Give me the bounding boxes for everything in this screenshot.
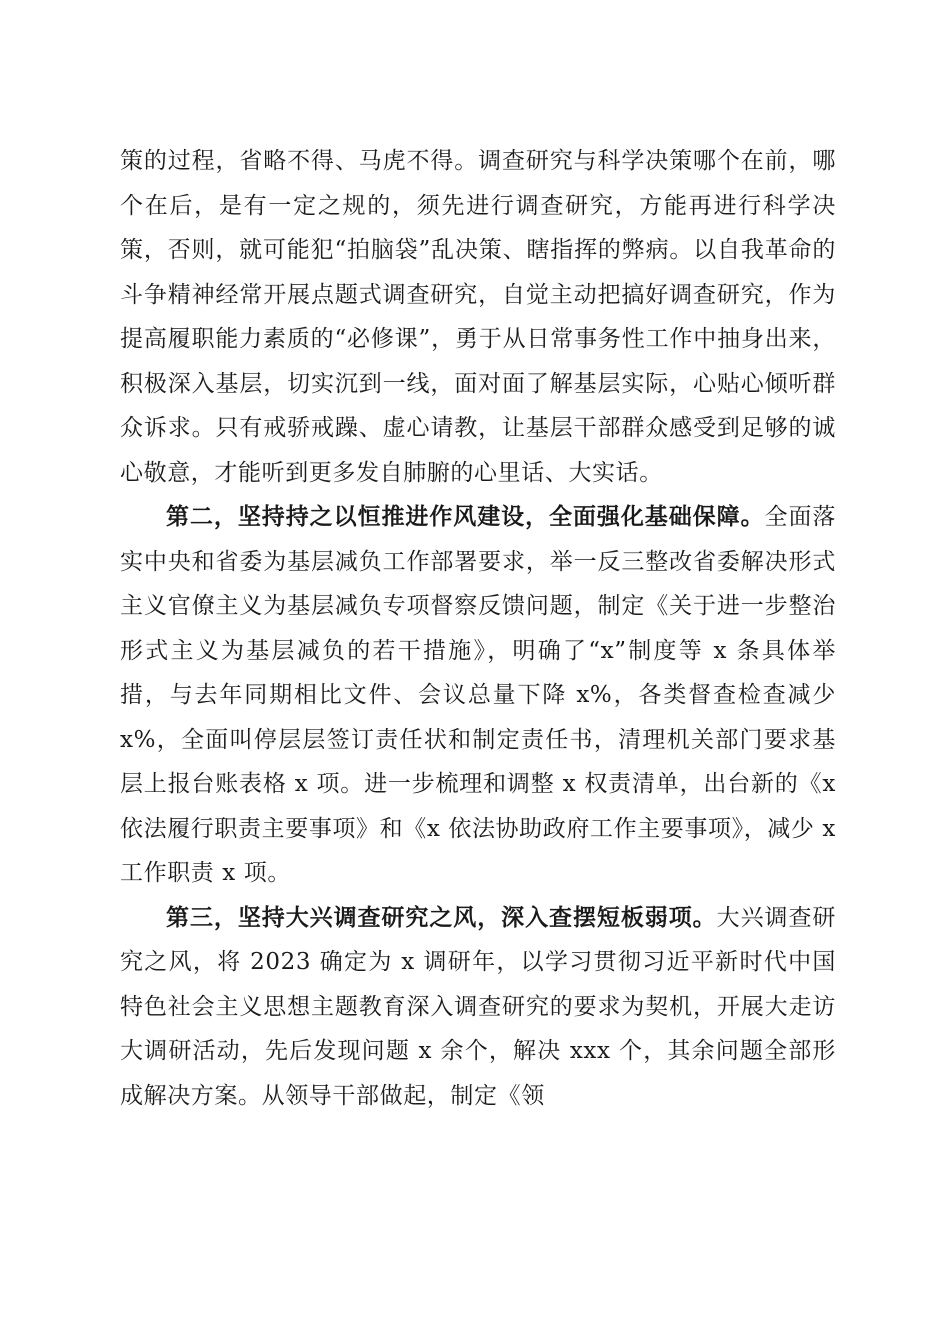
paragraph-text: 大兴调查研究之风，将 2023 确定为 x 调研年，以学习贯彻习近平新时代中国特色社会主义思想主题教育深入调查研究的要求为契机，开展大走访大调研活动，先后发现问题 x 余个，解决 xxx 个，其余问题全部形成解决方案。从领导干部做起，制定《领 bbox=[120, 904, 837, 1109]
paragraph-text: 策的过程，省略不得、马虎不得。调查研究与科学决策哪个在前，哪个在后，是有一定之规的，须先进行调查研究，方能再进行科学决策，否则，就可能犯“拍脑袋”乱决策、瞎指挥的弊病。以自我革命的斗争精神经常开展点题式调查研究，自觉主动把搞好调查研究，作为提高履职能力素质的“必修课”，勇于从日常事务性工作中抽身出来，积极深入基层，切实沉到一线，面对面了解基层实际，心贴心倾听群众诉求。只有戒骄戒躁、虚心请教，让基层干部群众感受到足够的诚心敬意，才能听到更多发自肺腑的心里话、大实话。 bbox=[120, 148, 836, 486]
paragraph-third-point bbox=[120, 896, 836, 1119]
paragraph-continuation bbox=[120, 139, 836, 495]
paragraph-text: 全面落实中央和省委为基层减负工作部署要求，举一反三整改省委解决形式主义官僚主义为基层减负专项督察反馈问题，制定《关于进一步整治形式主义为基层减负的若干措施》，明确了“x”制度等 x 条具体举措，与去年同期相比文件、会议总量下降 x%，各类督查检查减少 x%，全面叫停层层签订责任状和制定责任书，清理机关部门要求基层上报台账表格 x 项。进一步梳理和调整 x 权责清单，出台新的《x 依法履行职责主要事项》和《x 依法协助政府工作主要事项》，减少 x 工作职责 x 项。 bbox=[120, 504, 836, 886]
paragraph-second-point bbox=[120, 495, 836, 896]
paragraph-heading: 第三，坚持大兴调查研究之风，深入查摆短板弱项。 bbox=[166, 903, 717, 931]
document-body bbox=[120, 139, 836, 1118]
paragraph-heading: 第二，坚持持之以恒推进作风建设，全面强化基础保障。 bbox=[166, 503, 765, 530]
